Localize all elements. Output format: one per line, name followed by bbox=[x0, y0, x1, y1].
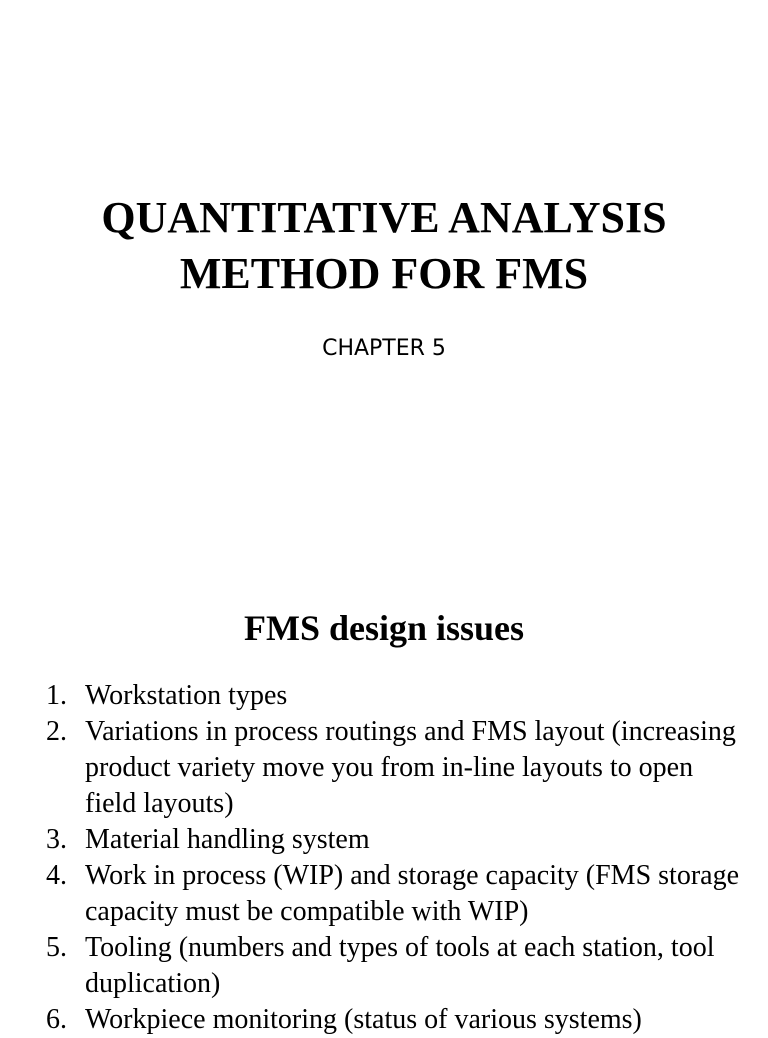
list-item-text: Variations in process routings and FMS layout (increasing product variety move you from in-line layouts to open field layouts) bbox=[85, 716, 736, 819]
list-item-number: 3. bbox=[46, 824, 67, 855]
list-item-text: Tooling (numbers and types of tools at each station, tool duplication) bbox=[85, 932, 715, 999]
slide-title-line-2: METHOD FOR FMS bbox=[179, 249, 589, 298]
list-item bbox=[46, 822, 746, 858]
list-item-text: Material handling system bbox=[85, 824, 370, 855]
list-item-number: 2. bbox=[46, 716, 67, 747]
list-item-text: Workpiece monitoring (status of various systems) bbox=[85, 1004, 642, 1035]
list-item-number: 1. bbox=[46, 680, 67, 711]
list-item-number: 5. bbox=[46, 932, 67, 963]
list-item-number: 6. bbox=[46, 1004, 67, 1035]
section-heading: FMS design issues bbox=[243, 608, 525, 648]
design-issues-list bbox=[46, 678, 746, 1038]
list-item bbox=[46, 714, 746, 822]
list-item bbox=[46, 1002, 746, 1038]
list-item bbox=[46, 858, 746, 930]
chapter-subtitle: CHAPTER 5 bbox=[322, 336, 446, 361]
list-item bbox=[46, 678, 746, 714]
list-item bbox=[46, 930, 746, 1002]
list-item-number: 4. bbox=[46, 860, 67, 891]
list-item-text: Workstation types bbox=[85, 680, 288, 711]
slide-title bbox=[0, 190, 768, 302]
slide-title-line-1: QUANTITATIVE ANALYSIS bbox=[101, 193, 667, 242]
list-item-text: Work in process (WIP) and storage capacity (FMS storage capacity must be compatible with WIP) bbox=[85, 860, 740, 927]
